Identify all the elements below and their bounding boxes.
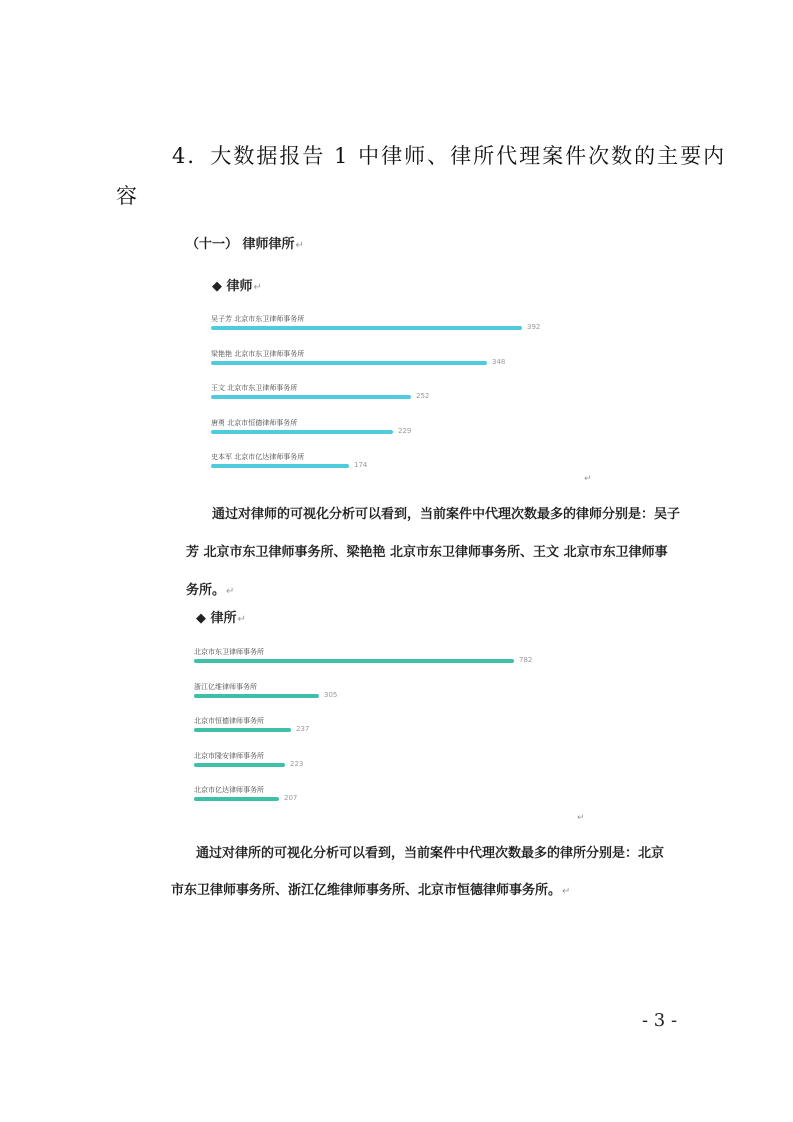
return-mark: ↵ (237, 614, 246, 625)
lawyer-bar-value: 174 (354, 461, 368, 469)
firm-bar-label: 浙江亿维律师事务所 (194, 682, 257, 691)
return-mark: ↵ (253, 282, 262, 293)
lawyer-bar-label: 史本军 北京市亿达律师事务所 (211, 453, 305, 461)
section-title (186, 233, 304, 252)
firm-bar-chart (194, 647, 554, 812)
heading-line-2: 容 (116, 184, 139, 208)
firm-bar (194, 694, 319, 698)
lawyer-bar (211, 430, 393, 434)
lawyer-bar-value: 252 (416, 392, 430, 400)
lawyer-bar-row (211, 349, 581, 379)
firms-title (196, 607, 246, 626)
firms-title-text: ◆ 律所 (196, 611, 237, 626)
firm-bar-value: 305 (324, 690, 338, 699)
return-mark: ↵ (562, 886, 571, 897)
lawyers-paragraph-line-3-text: 务所。 (186, 583, 226, 598)
firm-bar-value: 237 (296, 725, 310, 733)
firm-bar-value: 207 (284, 794, 298, 802)
lawyer-bar (211, 464, 349, 468)
lawyers-paragraph-line-1: 通过对律师的可视化分析可以看到，当前案件中代理次数最多的律师分别是：吴子 (212, 507, 681, 522)
lawyers-title (212, 275, 262, 294)
lawyer-bar (211, 326, 522, 330)
firm-bar-label: 北京市亿达律师事务所 (194, 786, 264, 794)
firm-bar-value: 223 (290, 759, 304, 768)
firm-bar-label: 北京市东卫律师事务所 (194, 648, 264, 656)
lawyer-bar-row (211, 314, 581, 344)
firm-bar (194, 797, 279, 801)
firm-bar-row (194, 751, 554, 781)
lawyers-title-text: ◆ 律师 (212, 279, 253, 294)
firm-bar-row (194, 716, 554, 746)
lawyer-bar-value: 348 (492, 357, 506, 366)
firm-bar-label: 北京市恒德律师事务所 (194, 717, 264, 725)
section-title-text: （十一） 律师律所 (186, 237, 295, 252)
firm-bar (194, 659, 514, 663)
return-mark: ↵ (226, 586, 235, 597)
page-number: - 3 - (642, 1010, 678, 1031)
lawyer-bar-value: 392 (527, 323, 541, 331)
lawyer-bar-row (211, 418, 581, 448)
lawyer-bar-label: 唐勇 北京市恒德律师事务所 (211, 418, 298, 427)
firm-bar-value: 782 (519, 656, 533, 664)
firm-bar-row (194, 647, 554, 677)
lawyer-bar-label: 梁艳艳 北京市东卫律师事务所 (211, 349, 305, 358)
lawyer-bar-row (211, 452, 581, 482)
return-mark: ↵ (577, 813, 585, 823)
lawyer-bar-row (211, 383, 581, 413)
firm-bar-label: 北京市隆安律师事务所 (194, 751, 264, 760)
return-mark: ↵ (584, 474, 592, 484)
lawyer-bar-chart (211, 314, 581, 474)
lawyer-bar-label: 吴子芳 北京市东卫律师事务所 (211, 315, 305, 323)
firm-bar-row (194, 682, 554, 712)
lawyer-bar (211, 395, 411, 399)
firms-paragraph-line-2 (171, 879, 570, 898)
lawyers-paragraph-line-2: 芳 北京市东卫律师事务所、梁艳艳 北京市东卫律师事务所、王文 北京市东卫律师事 (186, 545, 668, 560)
lawyer-bar-value: 229 (398, 426, 412, 435)
lawyer-bar (211, 361, 487, 365)
firms-paragraph-line-2-text: 市东卫律师事务所、浙江亿维律师事务所、北京市恒德律师事务所。 (171, 883, 562, 898)
lawyers-paragraph-line-3 (186, 579, 234, 598)
heading-line-1: 4．大数据报告 1 中律师、律所代理案件次数的主要内 (172, 144, 727, 168)
firms-paragraph-line-1: 通过对律所的可视化分析可以看到，当前案件中代理次数最多的律所分别是：北京 (196, 846, 665, 861)
firm-bar (194, 763, 285, 767)
return-mark: ↵ (295, 240, 304, 251)
firm-bar-row (194, 785, 554, 815)
lawyer-bar-label: 王文 北京市东卫律师事务所 (211, 384, 298, 392)
firm-bar (194, 728, 291, 732)
